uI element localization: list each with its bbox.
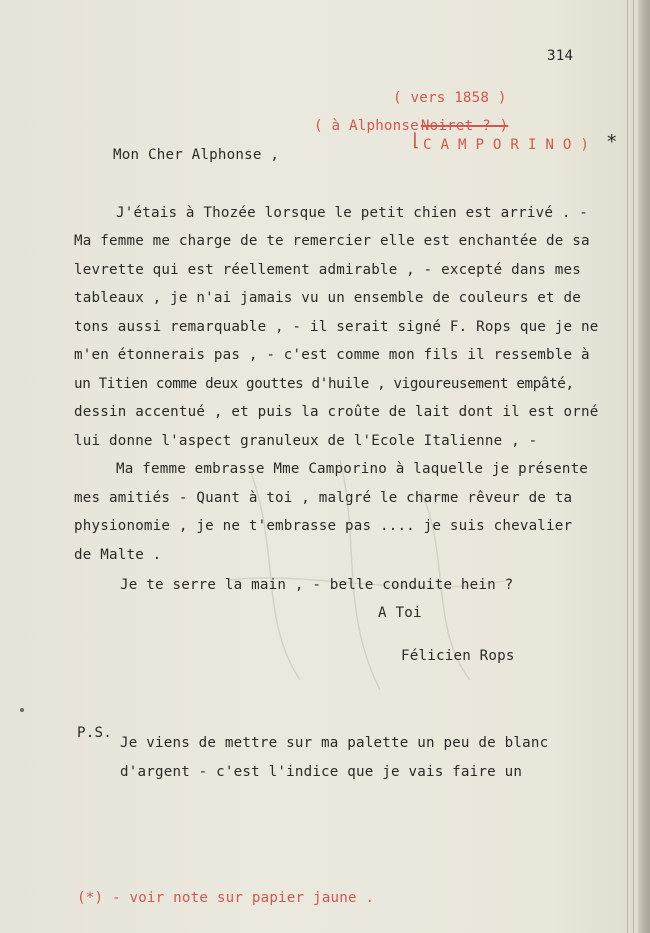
recipient-struck-text: Noiret ? ) [420,118,509,134]
letter-line: Je te serre la main , - belle conduite hein ? [120,577,514,593]
letter-line: physionomie , je ne t'embrasse pas .... je suis chevalier [74,518,573,534]
ps-label: P.S. [77,725,112,741]
letter-line: m'en étonnerais pas , - c'est comme mon fils il ressemble à [74,347,590,363]
binding-line [627,0,628,933]
page-edge [638,0,650,933]
ps-line: d'argent - c'est l'indice que je vais faire un [120,764,523,780]
letter-line: lui donne l'aspect granuleux de l'Ecole Italienne , - [74,433,538,449]
recipient-correction: C A M P O R I N O ) [423,137,590,153]
letter-line: tons aussi remarquable , - il serait signé F. Rops que je ne [74,319,599,335]
footnote: (*) - voir note sur papier jaune . [77,890,375,906]
letter-line: J'étais à Thozée lorsque le petit chien est arrivé . - [116,205,589,221]
page-number: 314 [547,48,574,64]
signature: Félicien Rops [401,648,515,664]
letter-line: un Titien comme deux gouttes d'huile , vigoureusement empâté, [74,376,574,392]
ink-speck [20,708,24,712]
ps-line: Je viens de mettre sur ma palette un peu de blanc [120,735,549,751]
binding-line [633,0,634,933]
salutation: Mon Cher Alphonse , [113,147,280,163]
insertion-bracket: ⌊ [410,130,421,151]
date-annotation: ( vers 1858 ) [393,90,507,106]
letter-line: tableaux , je n'ai jamais vu un ensemble de couleurs et de [74,290,582,306]
letter-line: levrette qui est réellement admirable , - excepté dans mes [74,262,582,278]
letter-line: Ma femme me charge de te remercier elle est enchantée de sa [74,233,590,249]
recipient-open-text: ( à Alphonse [314,118,419,134]
closing: A Toi [378,605,422,621]
letter-line: dessin accentué , et puis la croûte de lait dont il est orné [74,404,599,420]
letter-line: de Malte . [74,547,162,563]
letter-line: Ma femme embrasse Mme Camporino à laquelle je présente [116,461,589,477]
star-mark: * [606,131,618,153]
letter-line: mes amitiés - Quant à toi , malgré le charme rêveur de ta [74,490,573,506]
